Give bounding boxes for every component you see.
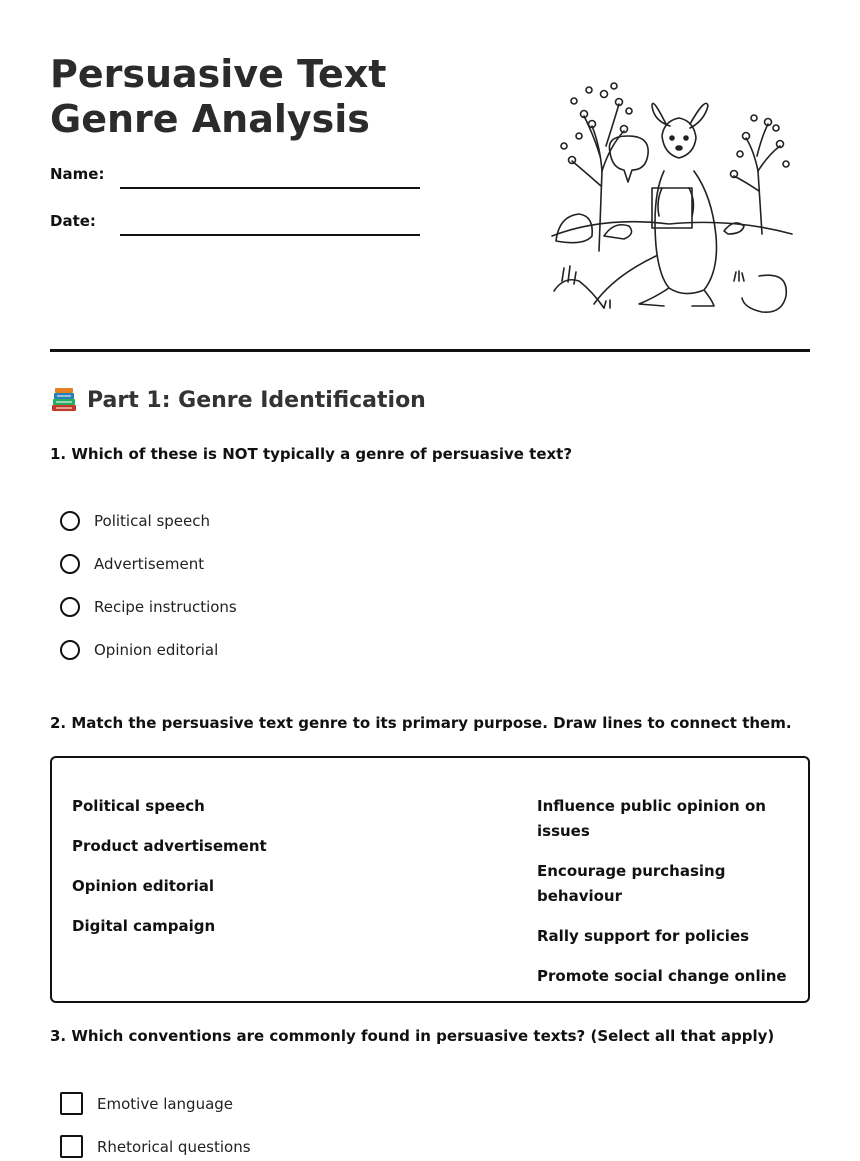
q1-option-recipe-instructions[interactable] (60, 597, 237, 617)
worksheet-page (50, 0, 810, 1161)
q1-option-political-speech[interactable] (60, 511, 210, 531)
match-genre-item[interactable]: Digital campaign (72, 917, 216, 935)
worksheet-header (50, 0, 810, 352)
q1-option-opinion-editorial[interactable] (60, 640, 218, 660)
match-purposes-column (537, 794, 792, 1004)
books-icon (50, 386, 78, 414)
option-label: Recipe instructions (94, 598, 237, 616)
match-purpose-item[interactable]: Influence public opinion on issues (537, 797, 766, 840)
question-1: 1. Which of these is NOT typically a genre of persuasive text? (50, 445, 573, 463)
match-genre-item[interactable]: Political speech (72, 797, 205, 815)
match-genre-item[interactable]: Product advertisement (72, 837, 267, 855)
checkbox[interactable] (60, 1135, 83, 1158)
date-field[interactable] (120, 234, 420, 236)
radio-button[interactable] (60, 554, 80, 574)
date-label: Date: (50, 212, 96, 230)
q1-option-advertisement[interactable] (60, 554, 204, 574)
header-divider (50, 349, 810, 352)
radio-button[interactable] (60, 597, 80, 617)
radio-button[interactable] (60, 640, 80, 660)
checkbox[interactable] (60, 1092, 83, 1115)
name-field[interactable] (120, 187, 420, 189)
page-title: Persuasive Text Genre Analysis (50, 52, 387, 141)
option-label: Opinion editorial (94, 641, 219, 659)
q3-option-emotive-language[interactable] (60, 1092, 233, 1115)
question-2: 2. Match the persuasive text genre to its primary purpose. Draw lines to connect them. (50, 714, 792, 732)
option-label: Emotive language (97, 1094, 234, 1113)
match-purpose-item[interactable]: Encourage purchasing behaviour (537, 862, 726, 905)
q3-option-rhetorical-questions[interactable] (60, 1135, 251, 1158)
section-title (50, 386, 426, 414)
section-title-text: Part 1: Genre Identification (87, 387, 426, 413)
question-3: 3. Which conventions are commonly found in persuasive texts? (Select all that apply) (50, 1027, 775, 1045)
match-genres-column (72, 794, 372, 954)
match-genre-item[interactable]: Opinion editorial (72, 877, 214, 895)
option-label: Advertisement (94, 555, 205, 573)
radio-button[interactable] (60, 511, 80, 531)
kangaroo-illustration-icon (544, 76, 794, 322)
match-purpose-item[interactable]: Rally support for policies (537, 927, 750, 945)
matching-box (50, 756, 810, 1003)
match-purpose-item[interactable]: Promote social change online (537, 967, 787, 985)
option-label: Rhetorical questions (97, 1137, 251, 1156)
option-label: Political speech (94, 512, 210, 530)
name-label: Name: (50, 165, 105, 183)
